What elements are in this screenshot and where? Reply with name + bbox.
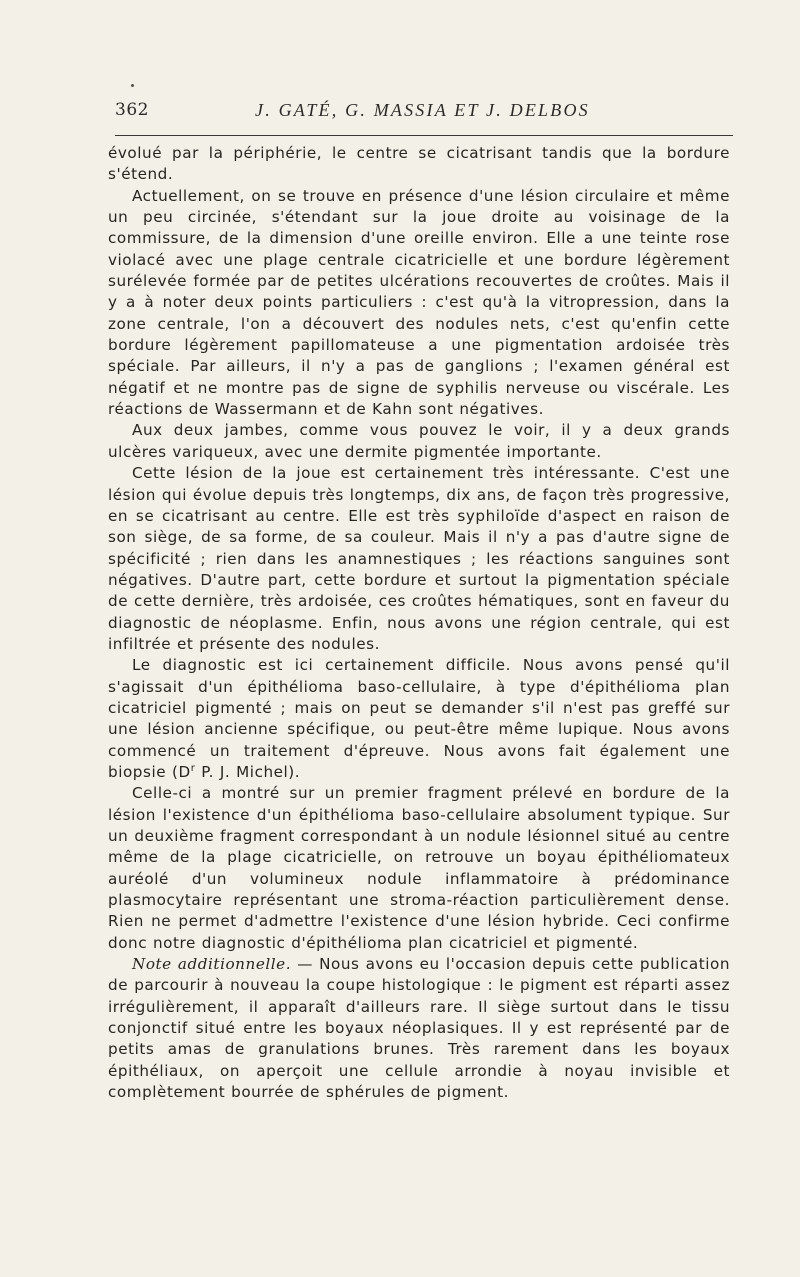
paragraph-text: Le diagnostic est ici certainement difficile. Nous avons pensé qu'il s'agissait d'un épithélioma baso-cellulaire, à type d'épithélioma plan cicatriciel pigmenté ; mais on peut se demander s'il n'est pas greffé sur une lésion ancienne spécifique, ou peut-être même lupique. Nous avons commencé un traitement d'épreuve. Nous avons fait également une biopsie (D [108,656,730,781]
paragraph: Actuellement, on se trouve en présence d'une lésion circulaire et même un peu circinée, s'étendant sur la joue droite au voisinage de la commissure, de la dimension d'une oreille environ. Elle a une teinte rose violacé avec une plage centrale cicatricielle et une bordure légèrement surélevée formée par de petites ulcérations recouvertes de croûtes. Mais il y a à noter deux points particuliers : c'est qu'à la vitropression, dans la zone centrale, l'on a découvert des nodules nets, c'est qu'enfin cette bordure légèrement papillomateuse a une pigmentation ardoisée très spéciale. Par ailleurs, il n'y a pas de ganglions ; l'examen général est négatif et ne montre pas de signe de syphilis nerveuse ou viscérale. Les réactions de Wassermann et de Kahn sont négatives. [108,186,730,419]
paragraph-text: P. J. Michel). [195,762,301,781]
header-rule [115,135,733,136]
paragraph [108,655,730,783]
paragraph: Celle-ci a montré sur un premier fragment prélevé en bordure de la lésion l'existence d'un épithélioma baso-cellulaire absolument typique. Sur un deuxième fragment correspondant à un nodule lésionnel situé au centre même de la plage cicatricielle, on retrouve un boyau épithéliomateux auréolé d'un volumineux nodule inflammatoire à prédominance plasmocytaire représentant une stroma-réaction particulièrement dense. Rien ne permet d'admettre l'existence d'une lésion hybride. Ceci confirme donc notre diagnostic d'épithélioma plan cicatriciel et pigmenté. [108,784,730,952]
page-number: 362 [115,100,149,120]
note-label: Note additionnelle. [132,955,292,974]
note-text: — Nous avons eu l'occasion depuis cette publication de parcourir à nouveau la coupe histologique : le pigment est réparti assez irrégulièrement, il apparaît d'ailleurs rare. Il siège surtout dans le tissu conjonctif situé entre les boyaux néoplasiques. Il y est représenté par de petits amas de granulations brunes. Très rarement dans les boyaux épithéliaux, on aperçoit une cellule arrondie à noyau invisible et complètement bourrée de sphérules de pigment. [108,955,730,1102]
page-header [115,100,733,128]
body-text [108,143,730,1103]
paragraph: Cette lésion de la joue est certainement très intéressante. C'est une lésion qui évolue depuis très longtemps, dix ans, de façon très progressive, en se cicatrisant au centre. Elle est très syphiloïde d'aspect en raison de son siège, de sa forme, de sa couleur. Mais il n'y a pas d'autre signe de spécificité ; rien dans les anamnestiques ; les réactions sanguines sont négatives. D'autre part, cette bordure et surtout la pigmentation spéciale de cette dernière, très ardoisée, ces croûtes hématiques, sont en faveur du diagnostic de néoplasme. Enfin, nous avons une région centrale, qui est infiltrée et présente des nodules. [108,464,730,653]
running-head: J. GATÉ, G. MASSIA ET J. DELBOS [255,100,590,120]
paragraph-continued: évolué par la périphérie, le centre se cicatrisant tandis que la bordure s'étend. [108,144,730,184]
superscript: r [190,762,196,774]
ink-speck [131,84,134,87]
paragraph: Aux deux jambes, comme vous pouvez le voir, il y a deux grands ulcères variqueux, avec une dermite pigmentée importante. [108,421,730,461]
paragraph-note [108,954,730,1103]
